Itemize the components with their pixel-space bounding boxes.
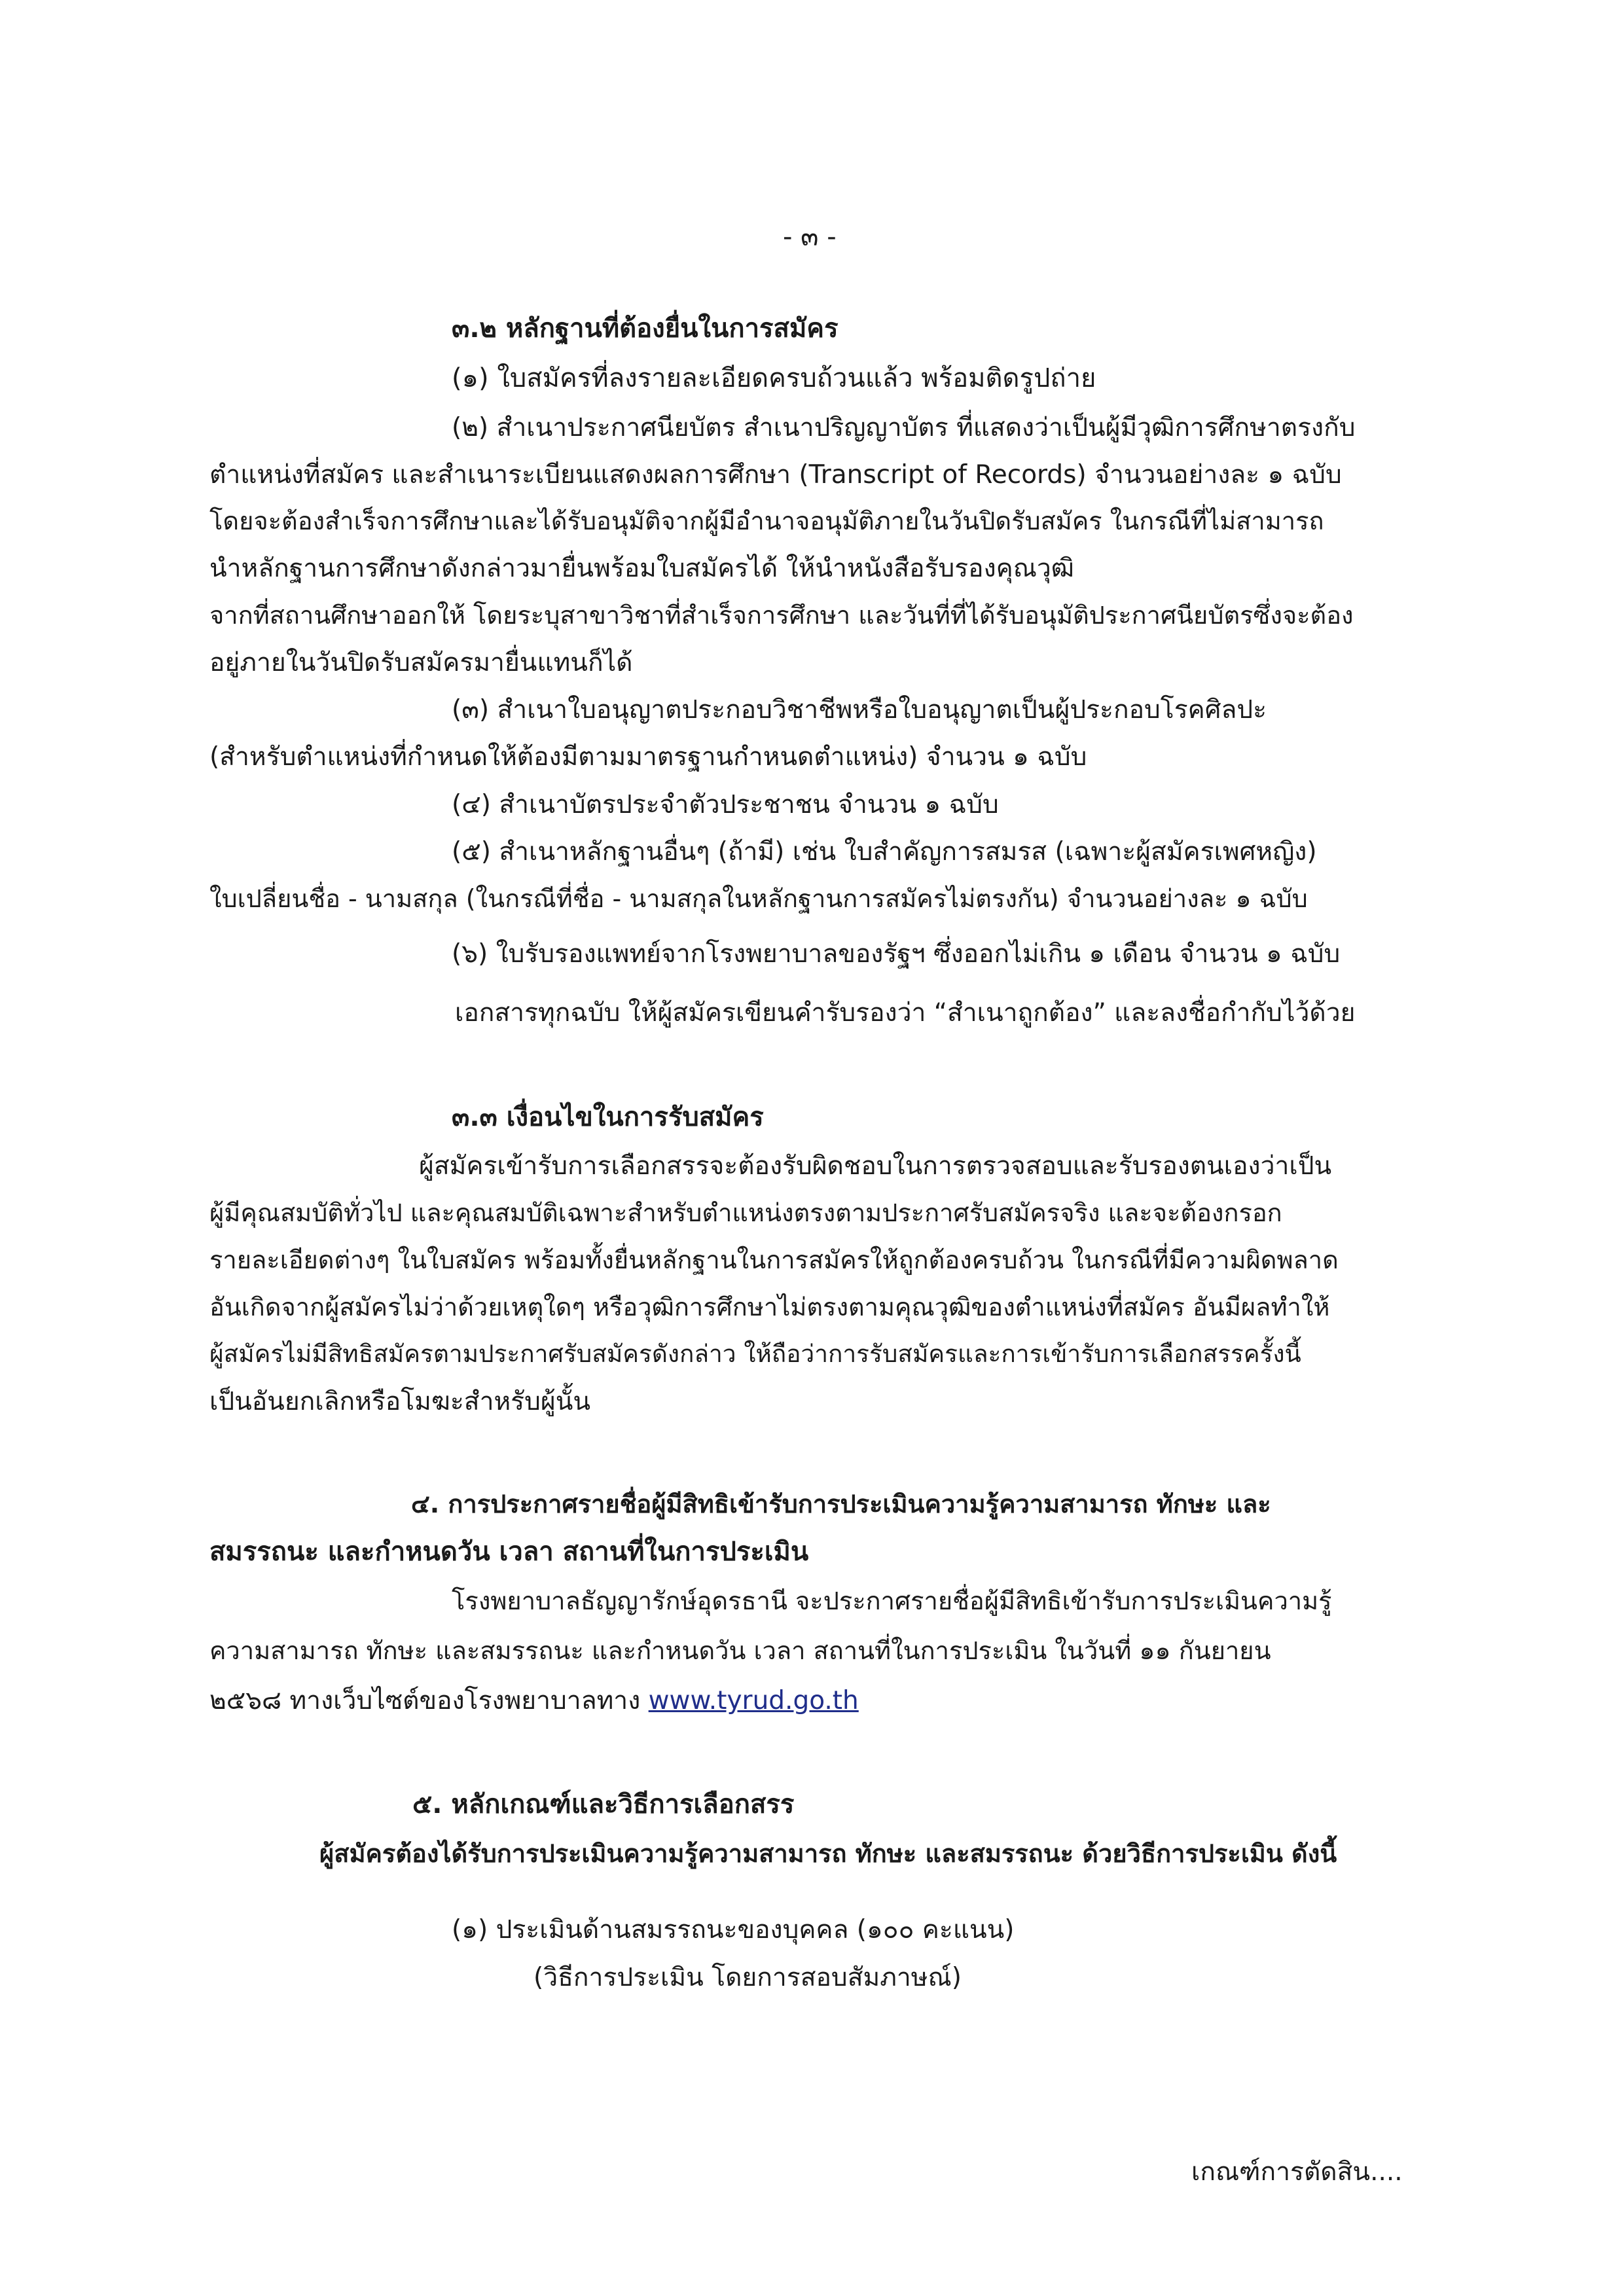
s33-line-1: ผู้สมัครเข้ารับการเลือกสรรจะต้องรับผิดชอบในการตรวจสอบและรับรองตนเองว่าเป็น bbox=[419, 1151, 1332, 1181]
s5-item-1-method: (วิธีการประเมิน โดยการสอบสัมภาษณ์) bbox=[533, 1963, 962, 1992]
s33-line-5: ผู้สมัครไม่มีสิทธิสมัครตามประกาศรับสมัครดังกล่าว ให้ถือว่าการรับสมัครและการเข้ารับการเลือกสรรครั้งนี้ bbox=[209, 1340, 1301, 1368]
hospital-website-link[interactable]: www.tyrud.go.th bbox=[648, 1686, 859, 1715]
s32-item-1: (๑) ใบสมัครที่ลงรายละเอียดครบถ้วนแล้ว พร้อมติดรูปถ่าย bbox=[452, 363, 1096, 393]
s32-item-5-line-1: (๕) สำเนาหลักฐานอื่นๆ (ถ้ามี) เช่น ใบสำคัญการสมรส (เฉพาะผู้สมัครเพศหญิง) bbox=[452, 837, 1317, 867]
s32-item-6: (๖) ใบรับรองแพทย์จากโรงพยาบาลของรัฐฯ ซึ่งออกไม่เกิน ๑ เดือน จำนวน ๑ ฉบับ bbox=[452, 939, 1341, 969]
s4-line-2: ความสามารถ ทักษะ และสมรรถนะ และกำหนดวัน เวลา สถานที่ในการประเมิน ในวันที่ ๑๑ กันยายน bbox=[209, 1636, 1271, 1665]
s33-line-3: รายละเอียดต่างๆ ในใบสมัคร พร้อมทั้งยื่นหลักฐานในการสมัครให้ถูกต้องครบถ้วน ในกรณีที่มีความผิดพลาด bbox=[209, 1246, 1339, 1274]
section-4-heading-line-2: สมรรถนะ และกำหนดวัน เวลา สถานที่ในการประเมิน bbox=[209, 1537, 809, 1567]
s33-line-2: ผู้มีคุณสมบัติทั่วไป และคุณสมบัติเฉพาะสำหรับตำแหน่งตรงตามประกาศรับสมัครจริง และจะต้องกรอก bbox=[209, 1198, 1282, 1227]
section-5-heading: ๕. หลักเกณฑ์และวิธีการเลือกสรร bbox=[412, 1789, 795, 1820]
s32-item-2-line-1: (๒) สำเนาประกาศนียบัตร สำเนาปริญญาบัตร ที่แสดงว่าเป็นผู้มีวุฒิการศึกษาตรงกับ bbox=[452, 413, 1356, 442]
s4-line-3 bbox=[209, 1688, 859, 1713]
s33-line-4: อันเกิดจากผู้สมัครไม่ว่าด้วยเหตุใดๆ หรือวุฒิการศึกษาไม่ตรงตามคุณวุฒิของตำแหน่งที่สมัคร อันมีผลทำให้ bbox=[209, 1293, 1330, 1321]
s32-item-5-line-2: ใบเปลี่ยนชื่อ - นามสกุล (ในกรณีที่ชื่อ - นามสกุลในหลักฐานการสมัครไม่ตรงกัน) จำนวนอย่างละ ๑ ฉบับ bbox=[209, 884, 1308, 913]
s32-item-2-line-3: โดยจะต้องสำเร็จการศึกษาและได้รับอนุมัติจากผู้มีอำนาจอนุมัติภายในวันปิดรับสมัคร ในกรณีที่ไม่สามารถ bbox=[209, 507, 1324, 535]
s32-item-2-line-6: อยู่ภายในวันปิดรับสมัครมายื่นแทนก็ได้ bbox=[209, 648, 633, 677]
s32-item-4: (๔) สำเนาบัตรประจำตัวประชาชน จำนวน ๑ ฉบับ bbox=[452, 790, 999, 819]
continuation-text: เกณฑ์การตัดสิน.... bbox=[1191, 2157, 1403, 2187]
section-3-3-heading: ๓.๓ เงื่อนไขในการรับสมัคร bbox=[452, 1102, 764, 1132]
s32-item-2-line-2: ตำแหน่งที่สมัคร และสำเนาระเบียนแสดงผลการศึกษา (Transcript of Records) จำนวนอย่างละ ๑ ฉบับ bbox=[209, 460, 1342, 490]
s33-line-6: เป็นอันยกเลิกหรือโมฆะสำหรับผู้นั้น bbox=[209, 1387, 591, 1416]
s32-item-2-line-4: นำหลักฐานการศึกษาดังกล่าวมายื่นพร้อมใบสมัครได้ ให้นำหนังสือรับรองคุณวุฒิ bbox=[209, 554, 1075, 583]
s4-line-1: โรงพยาบาลธัญญารักษ์อุดรธานี จะประกาศรายชื่อผู้มีสิทธิเข้ารับการประเมินความรู้ bbox=[452, 1587, 1332, 1615]
s32-note: เอกสารทุกฉบับ ให้ผู้สมัครเขียนคำรับรองว่า “สำเนาถูกต้อง” และลงชื่อกำกับไว้ด้วย bbox=[455, 998, 1356, 1028]
section-5-subheading: ผู้สมัครต้องได้รับการประเมินความรู้ความสามารถ ทักษะ และสมรรถนะ ด้วยวิธีการประเมิน ดังนี้ bbox=[319, 1839, 1337, 1868]
page-number: - ๓ - bbox=[783, 222, 837, 252]
s32-item-3-line-2: (สำหรับตำแหน่งที่กำหนดให้ต้องมีตามมาตรฐานกำหนดตำแหน่ง) จำนวน ๑ ฉบับ bbox=[209, 742, 1087, 772]
s32-item-3-line-1: (๓) สำเนาใบอนุญาตประกอบวิชาชีพหรือใบอนุญาตเป็นผู้ประกอบโรคศิลปะ bbox=[452, 695, 1267, 725]
s4-line-3-text: ๒๕๖๘ ทางเว็บไซต์ของโรงพยาบาลทาง bbox=[209, 1686, 641, 1715]
s5-item-1: (๑) ประเมินด้านสมรรถนะของบุคคล (๑๐๐ คะแนน) bbox=[452, 1915, 1015, 1945]
s32-item-2-line-5: จากที่สถานศึกษาออกให้ โดยระบุสาขาวิชาที่สำเร็จการศึกษา และวันที่ที่ได้รับอนุมัติประกาศนียบัตรซึ่งจะต้อง bbox=[209, 601, 1354, 630]
section-3-2-heading: ๓.๒ หลักฐานที่ต้องยื่นในการสมัคร bbox=[452, 314, 839, 344]
section-4-heading-line-1: ๔. การประกาศรายชื่อผู้มีสิทธิเข้ารับการประเมินความรู้ความสามารถ ทักษะ และ bbox=[411, 1490, 1271, 1518]
